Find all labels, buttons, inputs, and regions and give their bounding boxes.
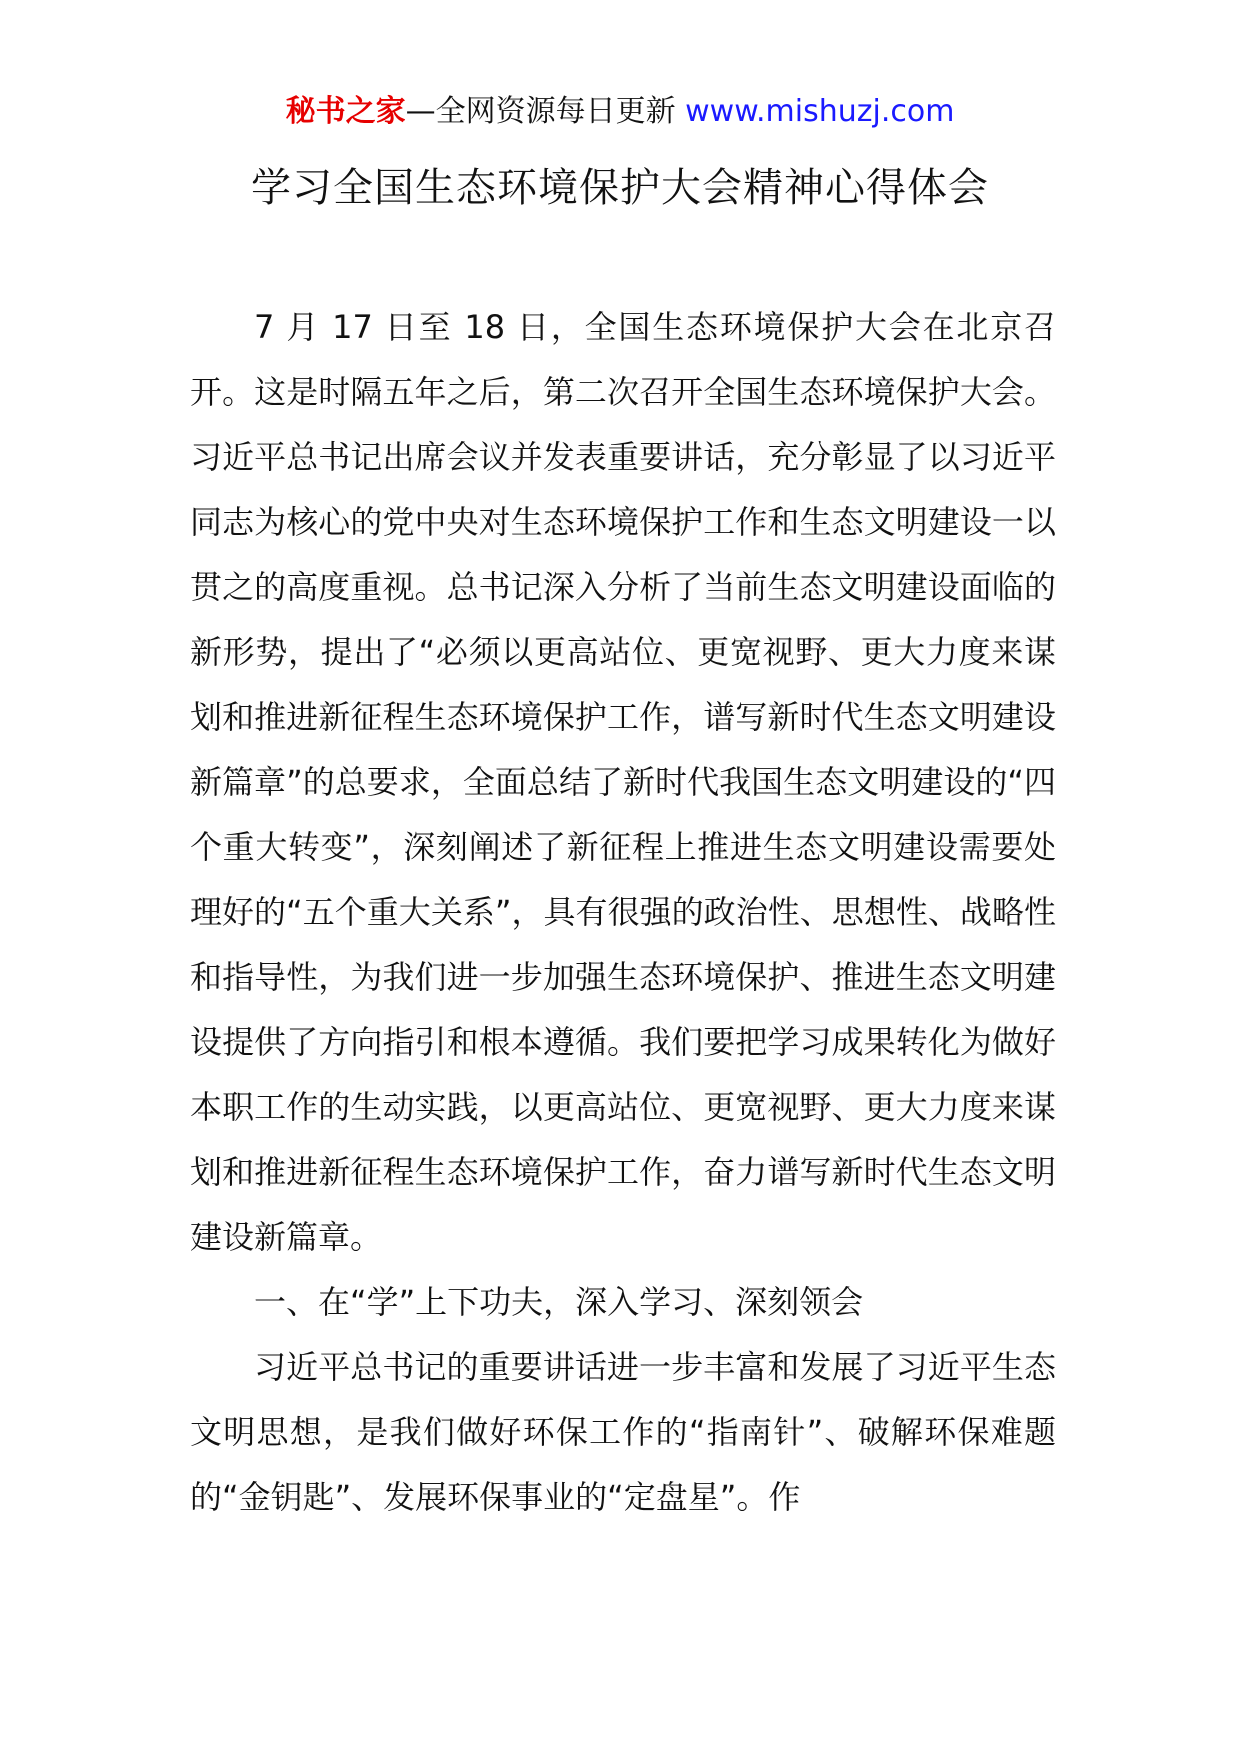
- site-header: [0, 92, 1240, 132]
- site-url-link[interactable]: www.mishuzj.com: [685, 94, 955, 129]
- site-brand: 秘书之家: [285, 94, 406, 129]
- document-body: [190, 295, 1056, 1530]
- paragraph-intro: 7 月 17 日至 18 日，全国生态环境保护大会在北京召开。这是时隔五年之后，第二次召开全国生态环境保护大会。习近平总书记出席会议并发表重要讲话，充分彰显了以习近平同志为核心的党中央对生态环境保护工作和生态文明建设一以贯之的高度重视。总书记深入分析了当前生态文明建设面临的新形势，提出了“必须以更高站位、更宽视野、更大力度来谋划和推进新征程生态环境保护工作，谱写新时代生态文明建设新篇章”的总要求，全面总结了新时代我国生态文明建设的“四个重大转变”，深刻阐述了新征程上推进生态文明建设需要处理好的“五个重大关系”，具有很强的政治性、思想性、战略性和指导性，为我们进一步加强生态环境保护、推进生态文明建设提供了方向指引和根本遵循。我们要把学习成果转化为做好本职工作的生动实践，以更高站位、更宽视野、更大力度来谋划和推进新征程生态环境保护工作，奋力谱写新时代生态文明建设新篇章。: [190, 308, 1056, 1256]
- section-heading-1: 一、在“学”上下功夫，深入学习、深刻领会: [254, 1283, 864, 1321]
- document-title: 学习全国生态环境保护大会精神心得体会: [251, 165, 989, 211]
- site-tagline: —全网资源每日更新: [405, 94, 676, 129]
- paragraph-section-1: 习近平总书记的重要讲话进一步丰富和发展了习近平生态文明思想，是我们做好环保工作的“指南针”、破解环保难题的“金钥匙”、发展环保事业的“定盘星”。作: [190, 1348, 1056, 1516]
